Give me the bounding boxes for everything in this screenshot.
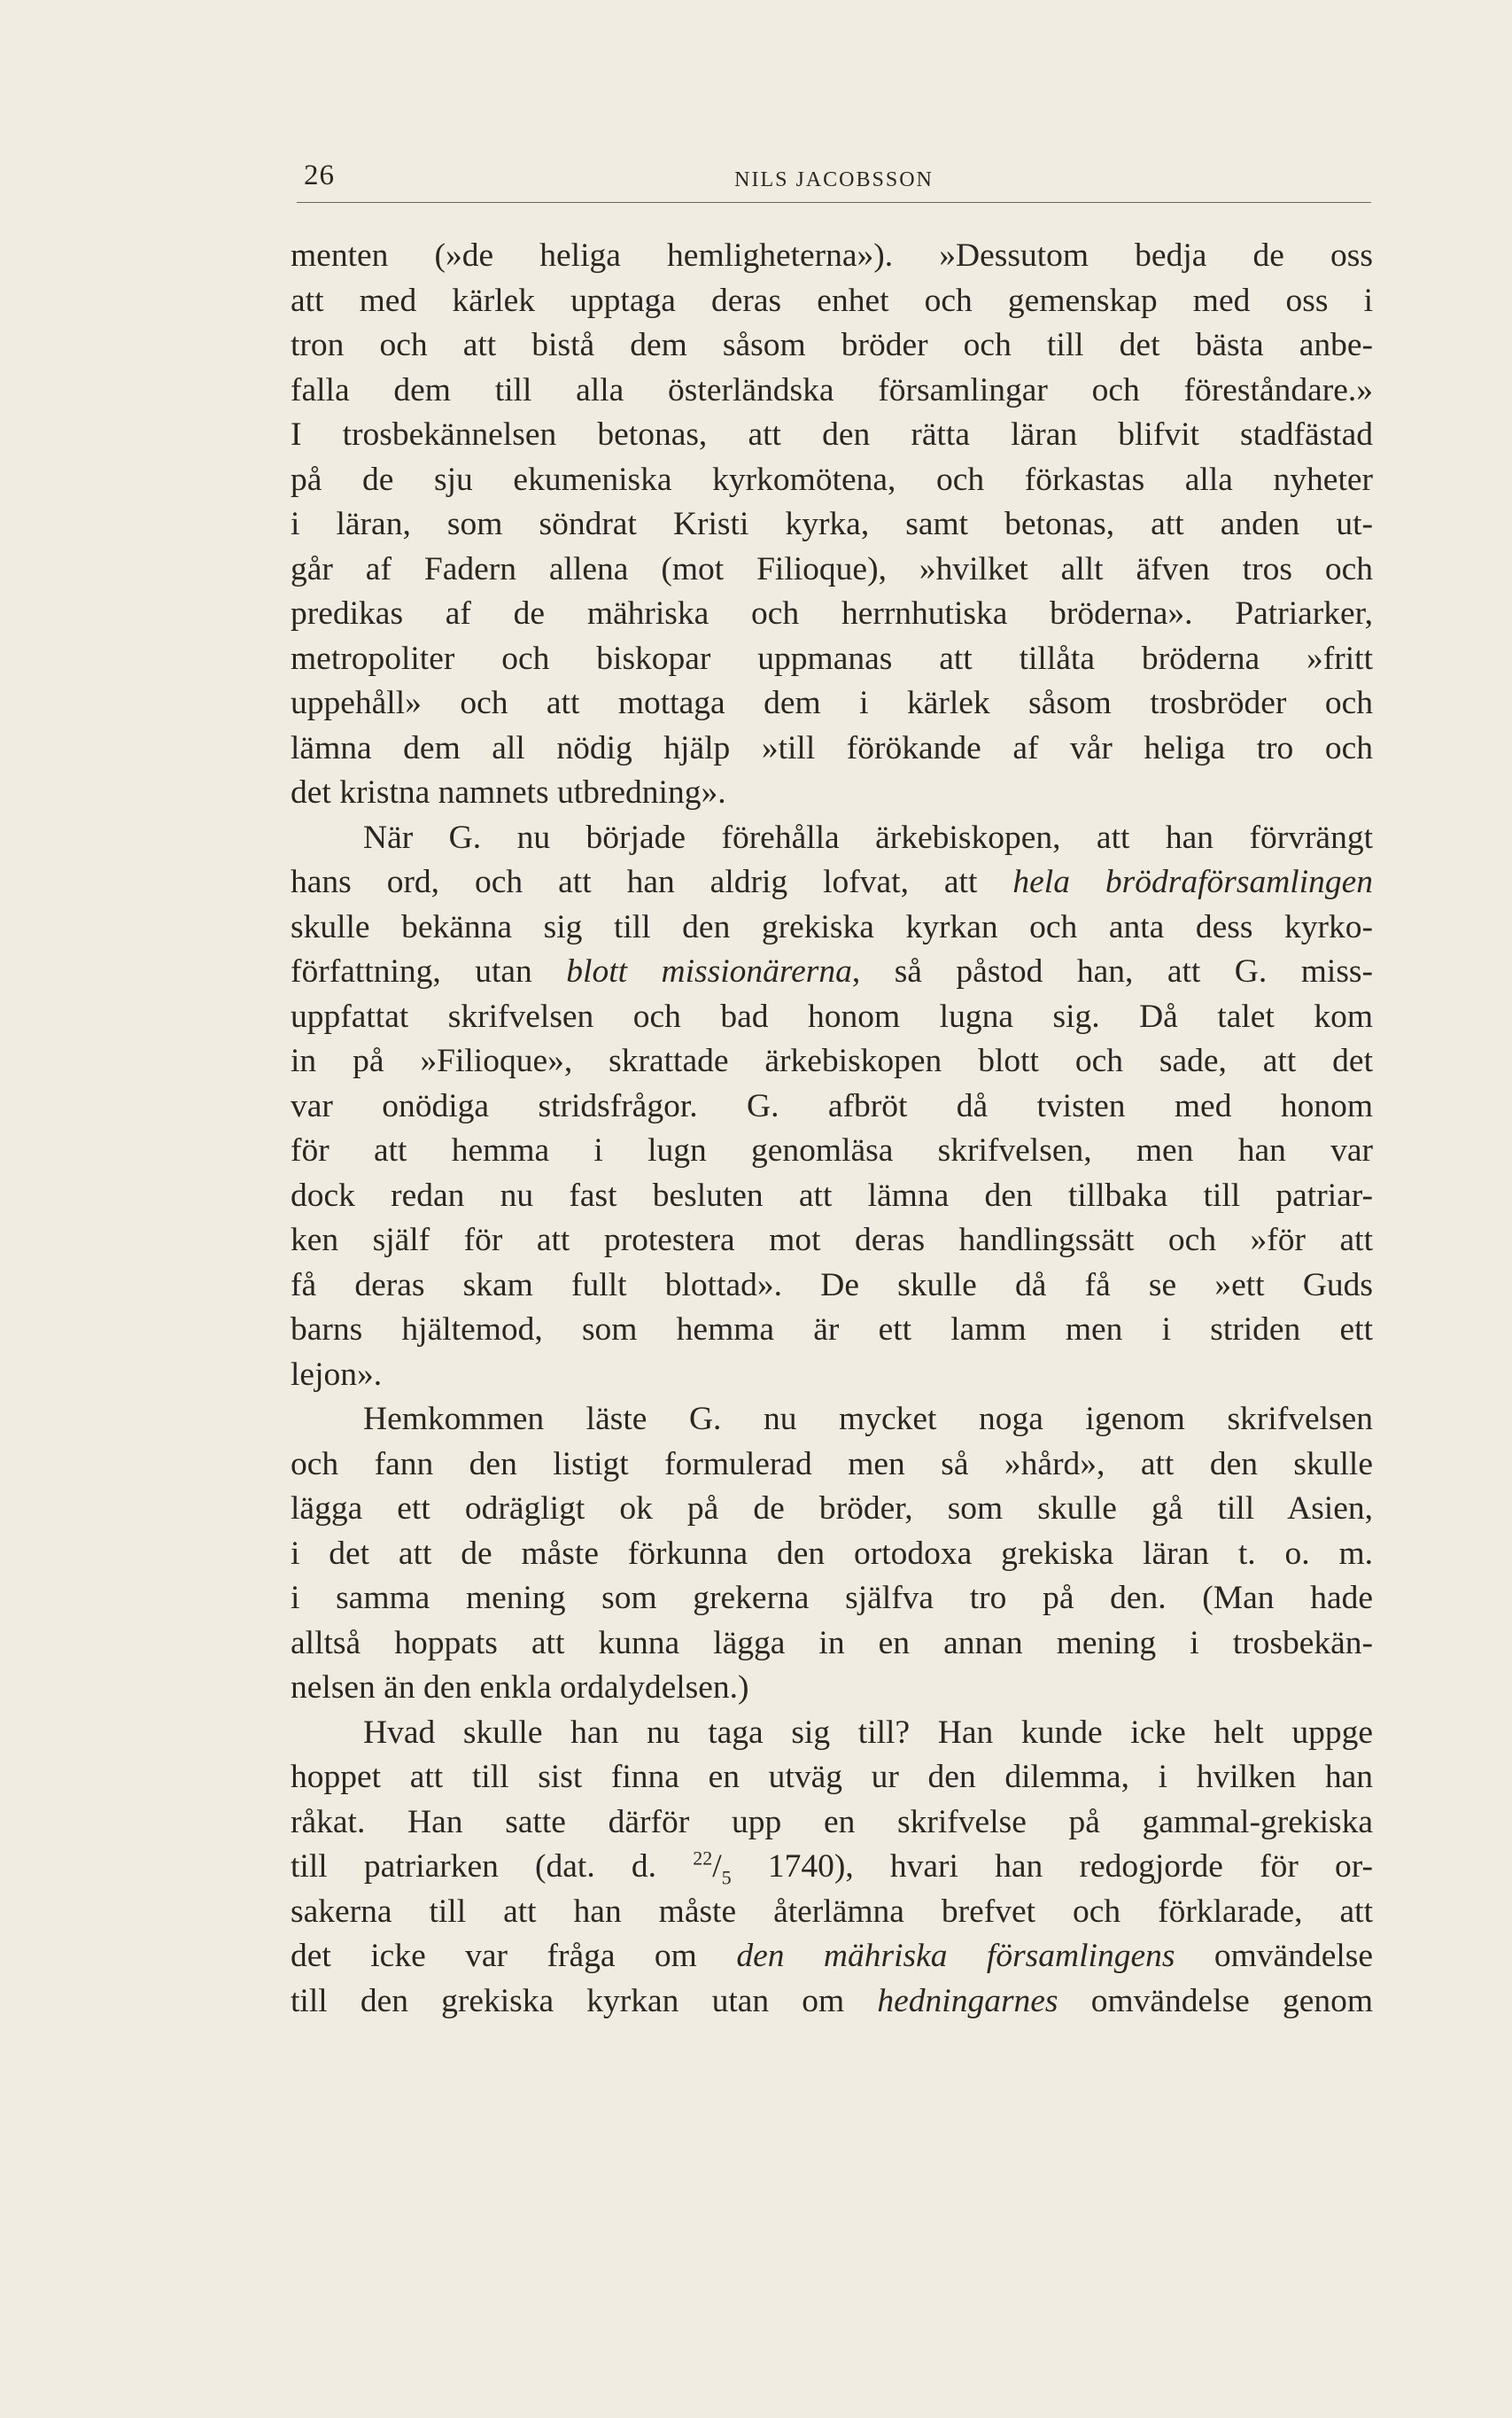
text-line: skulle bekänna sig till den grekiska kyrkan och anta dess kyrko- <box>291 908 1373 945</box>
text-line: lämna dem all nödig hjälp »till förökande af vår heliga tro och <box>291 729 1373 766</box>
text-line <box>291 860 1373 906</box>
text-line: i läran, som söndrat Kristi kyrka, samt betonas, att anden ut- <box>291 506 1373 542</box>
text-line: ken själf för att protestera mot deras handlingssätt och »för att <box>291 1222 1373 1258</box>
text-line: och fann den listigt formulerad men så »hård», att den skulle <box>291 1445 1373 1482</box>
text-line: metropoliter och biskopar uppmanas att tillåta bröderna »fritt <box>291 640 1373 677</box>
italic-run: hedningarnes <box>877 1982 1058 2019</box>
italic-run: hela brödraförsamlingen <box>1012 864 1374 900</box>
text-run: till den grekiska kyrkan utan om <box>291 1982 845 2019</box>
page-header <box>297 151 1371 203</box>
text-line: Hemkommen läste G. nu mycket noga igenom skrifvelsen <box>363 1401 1373 1437</box>
text-line: uppehåll» och att mottaga dem i kärlek såsom trosbröder och <box>291 685 1373 721</box>
text-line: råkat. Han satte därför upp en skrifvelse på gammal-grekiska <box>291 1803 1373 1840</box>
text-run: omvändelse genom <box>1090 1982 1374 2019</box>
text-line: Hvad skulle han nu taga sig till? Han kunde icke helt uppge <box>363 1714 1373 1751</box>
text-run: , så påstod han, att G. miss- <box>851 953 1373 990</box>
text-run: till patriarken (dat. d. <box>291 1848 657 1885</box>
running-title: NILS JACOBSSON <box>734 168 934 191</box>
text-line: lejon». <box>291 1356 383 1393</box>
text-line: nelsen än den enkla ordalydelsen.) <box>291 1669 749 1706</box>
text-line: alltså hoppats att kunna lägga in en annan mening i trosbekän- <box>291 1624 1373 1661</box>
text-line: går af Fadern allena (mot Filioque), »hvilket allt äfven tros och <box>291 550 1373 587</box>
italic-run: blott missionärerna <box>566 953 852 990</box>
italic-run: den mähriska församlingens <box>736 1938 1175 1974</box>
text-line: att med kärlek upptaga deras enhet och gemenskap med oss i <box>291 282 1373 319</box>
text-line: på de sju ekumeniska kyrkomötena, och förkastas alla nyheter <box>291 461 1373 498</box>
text-line <box>291 950 1373 995</box>
body-text <box>291 234 1373 2024</box>
text-run: författning, utan <box>291 953 532 990</box>
text-line: falla dem till alla österländska församlingar och föreståndare.» <box>291 371 1373 408</box>
text-line: var onödiga stridsfrågor. G. afbröt då tvisten med honom <box>291 1087 1373 1124</box>
date-day: 22 <box>693 1847 713 1870</box>
text-line: i det att de måste förkunna den ortodoxa grekiska läran t. o. m. <box>291 1535 1373 1572</box>
date-month: 5 <box>721 1866 732 1889</box>
text-line: predikas af de mähriska och herrnhutiska bröderna». Patriarker, <box>291 595 1373 632</box>
text-line: det kristna namnets utbredning». <box>291 774 726 811</box>
text-line: tron och att bistå dem såsom bröder och till det bästa anbe- <box>291 327 1373 363</box>
text-line: När G. nu började förehålla ärkebiskopen, att han förvrängt <box>363 819 1373 856</box>
text-line: dock redan nu fast besluten att lämna den tillbaka till patriar- <box>291 1177 1373 1214</box>
text-run: hans ord, och att han aldrig lofvat, att <box>291 864 978 900</box>
text-line: få deras skam fullt blottad». De skulle då få se »ett Guds <box>291 1266 1373 1303</box>
text-line: lägga ett odrägligt ok på de bröder, som skulle gå till Asien, <box>291 1490 1373 1527</box>
text-line: hoppet att till sist finna en utväg ur den dilemma, i hvilken han <box>291 1759 1373 1795</box>
text-line: för att hemma i lugn genomläsa skrifvelsen, men han var <box>291 1132 1373 1169</box>
text-line: uppfattat skrifvelsen och bad honom lugna sig. Då talet kom <box>291 998 1373 1035</box>
text-line: i samma mening som grekerna själfva tro på den. (Man hade <box>291 1580 1373 1616</box>
text-line: sakerna till att han måste återlämna brefvet och förklarade, att <box>291 1893 1373 1930</box>
text-run: omvändelse <box>1213 1938 1374 1974</box>
text-run: 1740), hvari han redogjorde för or- <box>731 1848 1373 1885</box>
text-line: menten (»de heliga hemligheterna»). »Dessutom bedja de oss <box>291 237 1373 274</box>
text-line: I trosbekännelsen betonas, att den rätta läran blifvit stadfästad <box>291 416 1373 453</box>
text-line <box>291 1934 1373 1979</box>
text-line: till patriarken (dat. d. $^{22}/_5$ 1740), hvari han redogjorde för or- <box>291 1847 1373 1889</box>
text-run: det icke var fråga om <box>291 1938 697 1974</box>
text-line: barns hjältemod, som hemma är ett lamm men i striden ett <box>291 1311 1373 1348</box>
page-number: 26 <box>304 159 335 191</box>
text-line: in på »Filioque», skrattade ärkebiskopen blott och sade, att det <box>291 1043 1373 1079</box>
text-line <box>291 1979 1373 2025</box>
